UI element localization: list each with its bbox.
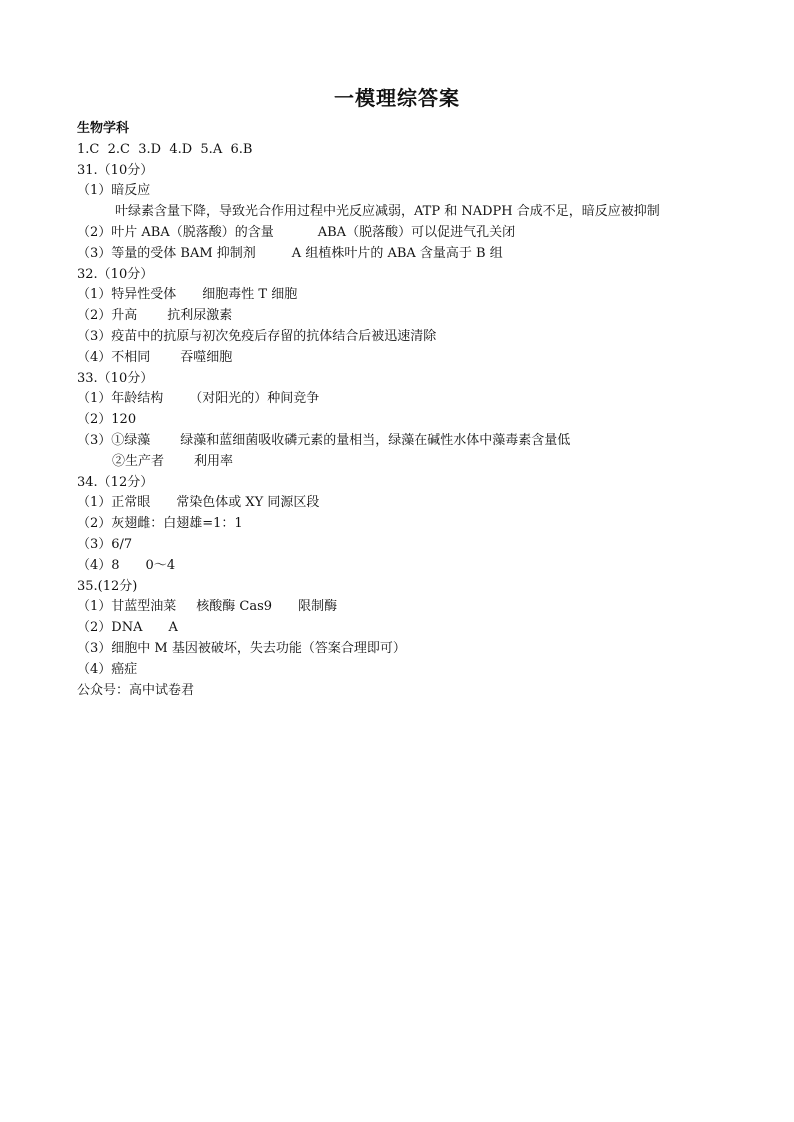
- q33-answer-3: [77, 431, 757, 452]
- page-title: 一模理综答案: [334, 86, 460, 110]
- answer-content: [77, 119, 757, 701]
- subject-heading: 生物学科: [77, 121, 130, 136]
- q31-answer-2: [77, 223, 757, 244]
- q34-answer-4: [77, 556, 757, 577]
- q31-answer-3a: （3）等量的受体 BAM 抑制剂: [77, 245, 256, 261]
- q35-answer-1c: 限制酶: [298, 599, 338, 615]
- q35-answer-1a: （1）甘蓝型油菜: [77, 599, 177, 615]
- q34-answer-1a: （1）正常眼: [77, 495, 151, 511]
- q32-answer-1: [77, 285, 757, 306]
- q32-answer-2: [77, 306, 757, 327]
- q31-answer-1: （1）暗反应: [77, 183, 151, 199]
- q35-answer-1b: 核酸酶 Cas9: [196, 599, 273, 615]
- q34-heading: 34.（12分）: [77, 474, 154, 490]
- q31-answer-2a: （2）叶片 ABA（脱落酸）的含量: [77, 224, 274, 240]
- q34-answer-4b: 0～4: [145, 557, 176, 573]
- q32-answer-1b: 细胞毒性 T 细胞: [202, 287, 298, 303]
- q32-answer-2a: （2）升高: [77, 308, 138, 324]
- q31-answer-2b: ABA（脱落酸）可以促进气孔关闭: [317, 224, 516, 240]
- q35-answer-4: （4）癌症: [77, 661, 138, 677]
- q33-answer-1a: （1）年龄结构: [77, 391, 164, 407]
- q33-answer-1: [77, 389, 757, 410]
- q35-answer-2a: （2）DNA: [77, 620, 143, 636]
- q35-answer-3: （3）细胞中 M 基因被破坏，失去功能（答案合理即可）: [77, 640, 406, 656]
- q32-answer-3: （3）疫苗中的抗原与初次免疫后存留的抗体结合后被迅速清除: [77, 328, 437, 344]
- q32-answer-1a: （1）特异性受体: [77, 287, 177, 303]
- q31-answer-3b: A 组植株叶片的 ABA 含量高于 B 组: [291, 245, 503, 261]
- q31-answer-3: [77, 244, 757, 265]
- q32-answer-4a: （4）不相同: [77, 349, 151, 365]
- q33-answer-1b: （对阳光的）种间竞争: [189, 391, 320, 407]
- q34-answer-1: [77, 493, 757, 514]
- q34-answer-1b: 常染色体或 XY 同源区段: [176, 495, 320, 511]
- q33-answer-3a: （3）①绿藻: [77, 432, 151, 448]
- q32-heading: 32.（10分）: [77, 266, 154, 282]
- q34-answer-3: （3）6/7: [77, 536, 133, 552]
- q33-answer-3d: 利用率: [194, 453, 234, 469]
- q33-answer-3b: 绿藻和蓝细菌吸收磷元素的量相当，绿藻在碱性水体中藻毒素含量低: [180, 432, 571, 448]
- q34-answer-2: （2）灰翅雌：白翅雄=1：1: [77, 516, 243, 532]
- q32-answer-4b: 吞噬细胞: [180, 349, 233, 365]
- q31-answer-1-detail: 叶绿素含量下降，导致光合作用过程中光反应减弱，ATP 和 NADPH 合成不足，暗反应被抑制: [115, 204, 660, 220]
- q35-answer-2: [77, 618, 757, 639]
- q33-answer-2: （2）120: [77, 412, 137, 428]
- choice-answers: 1.C 2.C 3.D 4.D 5.A 6.B: [77, 141, 253, 157]
- q33-heading: 33.（10分）: [77, 370, 154, 386]
- q35-heading: 35.(12分): [77, 578, 138, 594]
- q35-answer-1: [77, 597, 757, 618]
- q31-heading: 31.（10分）: [77, 162, 154, 178]
- q33-answer-3-part2: [77, 452, 757, 473]
- q35-answer-2b: A: [168, 620, 178, 636]
- q32-answer-4: [77, 348, 757, 369]
- footer-note: 公众号：高中试卷君: [77, 682, 195, 698]
- q33-answer-3c: ②生产者: [112, 453, 165, 469]
- q32-answer-2b: 抗利尿激素: [167, 308, 233, 324]
- q34-answer-4a: （4）8: [77, 557, 120, 573]
